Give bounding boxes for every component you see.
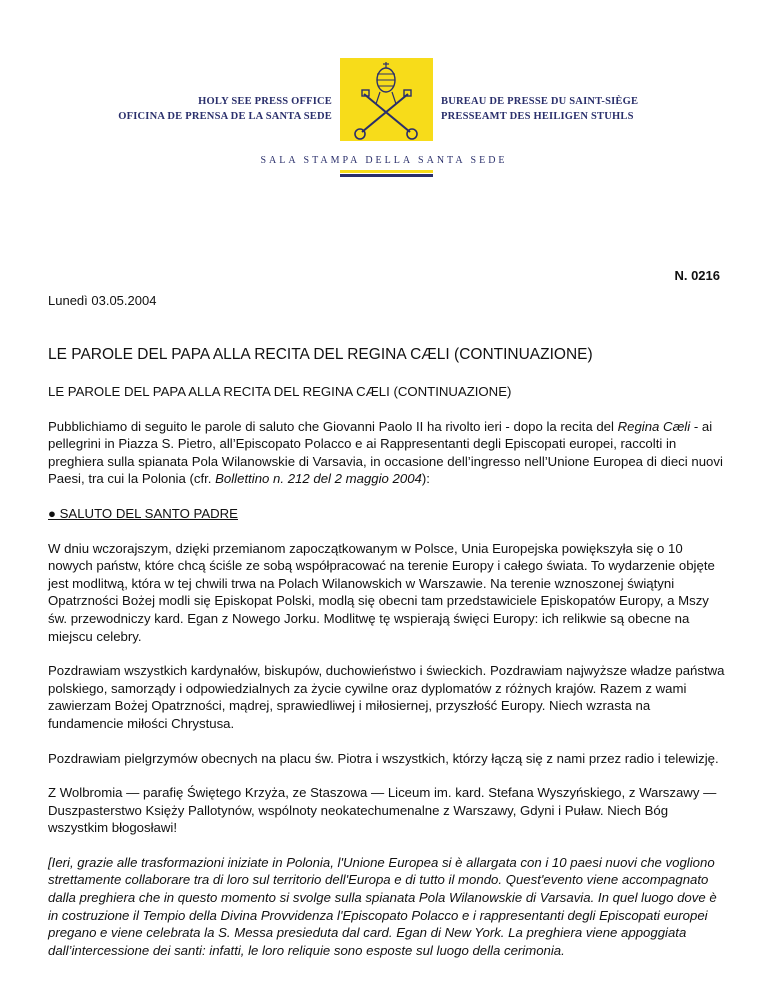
intro-text-2: - ai pellegrini in Piazza S. Pietro, all’Episcopato Polacco e ai Rappresentanti degli Episcopati europei, raccolti in preghiera sulla spianata Pola Wilanowskie di Varsavia, in occasione dell’ingresso nell’Unione Europea di dieci nuovi Paesi, tra cui la Polonia (cfr. — [48, 418, 723, 487]
intro-text-3: ): — [421, 471, 430, 487]
article-body — [48, 383, 728, 976]
header-left — [104, 94, 332, 124]
divider-yellow — [340, 170, 433, 173]
paragraph-5-translation: [Ieri, grazie alle trasformazioni iniziate in Polonia, l'Unione Europea si è allargata con i 10 paesi nuovi che vogliono strettamente collaborare tra di loro sul territorio dell'Europa e di tutto il mondo. Quest'evento viene accompagnato dalla preghiera che in questo momento si svolge sulla spianata Pola Wilanowskie di Varsavia. In quel luogo dove è in costruzione il Tempio della Divina Provvidenza l'Episcopato Polacco e i rappresentanti degli Episcopati europei pregano e viene celebrata la S. Messa presieduta dal card. Egan di New York. La preghiera viene appoggiata dall’intercessione dei santi: infatti, le loro reliquie sono esposte sul luogo della cerimonia. — [48, 854, 717, 958]
intro-text-1: Pubblichiamo di seguito le parole di saluto che Giovanni Paolo II ha rivolto ieri - dopo la recita del — [48, 418, 618, 434]
paragraph-3: Pozdrawiam pielgrzymów obecnych na placu św. Piotra i wszystkich, którzy łączą się z nami przez radio i telewizję. — [48, 750, 719, 766]
sala-stampa-label: SALA STAMPA DELLA SANTA SEDE — [260, 155, 508, 166]
header-right — [441, 94, 681, 124]
intro-italic-2: Bollettino n. 212 del 2 maggio 2004 — [215, 471, 422, 487]
header-left-line2: OFICINA DE PRENSA DE LA SANTA SEDE — [118, 111, 332, 122]
intro-paragraph — [48, 418, 728, 488]
header-left-line1: HOLY SEE PRESS OFFICE — [198, 96, 332, 107]
papal-emblem-icon — [340, 58, 433, 141]
section-heading-link[interactable]: ● SALUTO DEL SANTO PADRE — [48, 505, 238, 521]
header-right-line1: BUREAU DE PRESSE DU SAINT-SIÈGE — [441, 96, 639, 107]
header-right-line2: PRESSEAMT DES HEILIGEN STUHLS — [441, 111, 634, 122]
paragraph-4: Z Wolbromia — parafię Świętego Krzyża, ze Staszowa — Liceum im. kard. Stefana Wyszyńskiego, z Warszawy — Duszpasterstwo Księży Pallotynów, wspólnoty neokatechumenalne z Warszawy, Gdyni i Puław. Niech Bóg wszystkim błogosławi! — [48, 785, 717, 836]
subtitle: LE PAROLE DEL PAPA ALLA RECITA DEL REGINA CÆLI (CONTINUAZIONE) — [48, 384, 512, 399]
paragraph-2: Pozdrawiam wszystkich kardynałów, biskupów, duchowieństwo i świeckich. Pozdrawiam najwyższe władze państwa polskiego, samorządy i odpowiedzialnych za życie cywilne oraz dyplomatów z różnych krajów. Razem z wami zawierzam Bożej Opatrzności, mądrej, sprawiedliwej i miłosiernej, przyszłość Europy. Niech wzrasta na fundamencie miłości Chrystusa. — [48, 663, 725, 731]
paragraph-1: W dniu wczorajszym, dzięki przemianom zapoczątkowanym w Polsce, Unia Europejska powiększyła się o 10 nowych państw, które chcą ściśle ze sobą współpracować na terenie Europy i całego świata. To wydarzenie objęte jest modlitwą, która w tej chwili trwa na Polach Wilanowskich w Warszawie. Na terenie wznoszonej świątyni Opatrzności Bożej modli się Episkopat Polski, modlą się obecni tam przedstawiciele Episkopatów Europy, a Mszy św. przewodniczy kard. Egan z Nowego Jorku. Modlitwę tę wspierają święci Europy: ich relikwie są obecne na miejscu celebry. — [48, 540, 715, 644]
intro-italic-1: Regina Cæli — [617, 418, 691, 434]
bulletin-date: Lunedì 03.05.2004 — [48, 293, 157, 308]
bulletin-number: N. 0216 — [674, 268, 720, 283]
divider-navy — [340, 174, 433, 177]
page-title: LE PAROLE DEL PAPA ALLA RECITA DEL REGINA CÆLI (CONTINUAZIONE) — [48, 346, 593, 363]
